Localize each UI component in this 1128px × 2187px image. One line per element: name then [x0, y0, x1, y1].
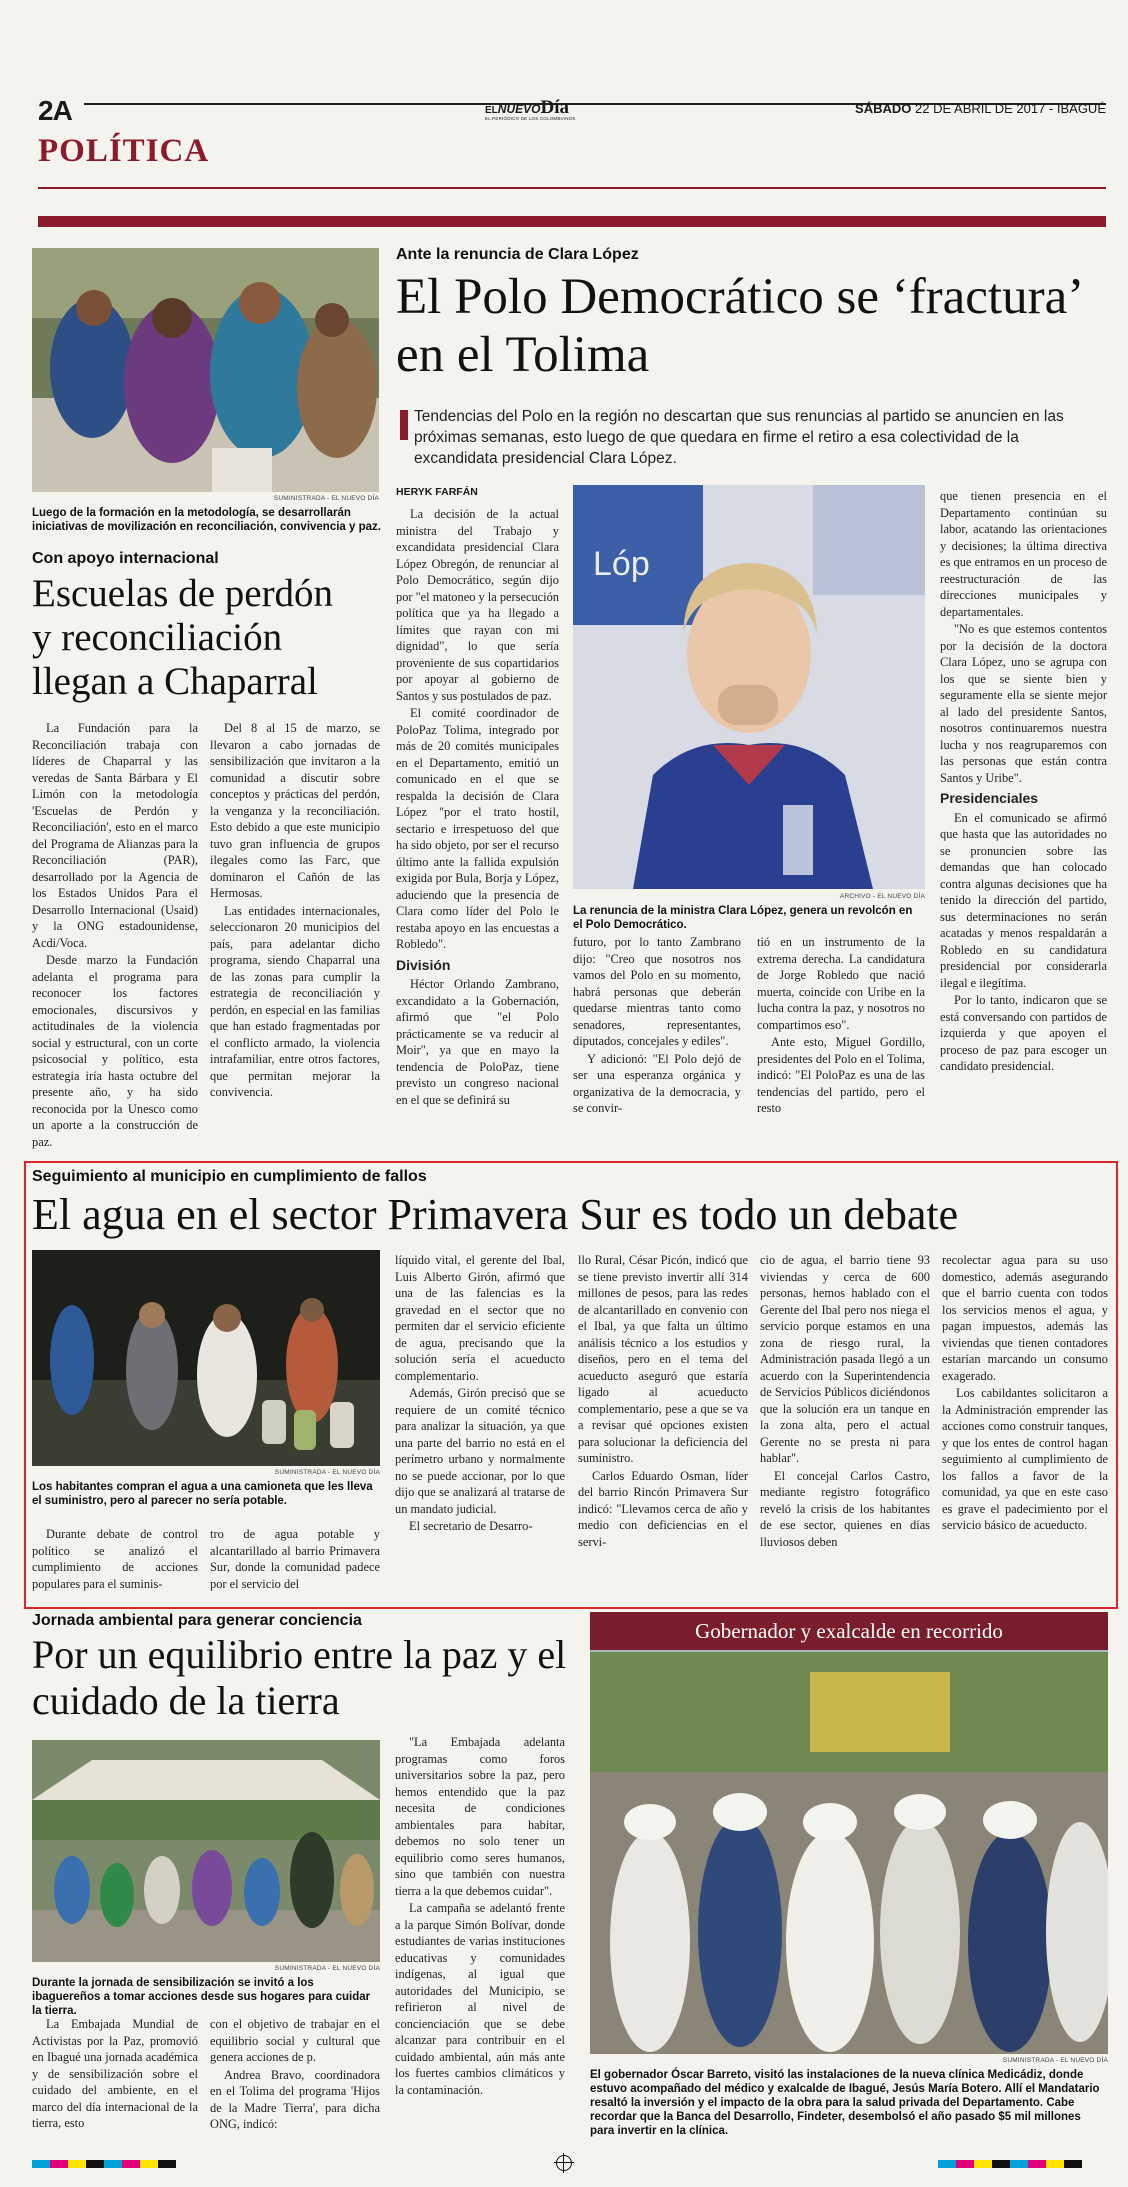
paragraph: La Fundación para la Reconciliación trabaja con líderes de Chaparral y las veredas de Santa Bárbara y El Limón con la metodología 'Escuelas de Perdón y Reconciliación', esto en el marco del Programa de Alianzas para la Reconciliación (PAR), desarrollado por la Agencia de los Estados Unidos Para el Desarrollo Internacional (Usaid) y la ONG estadounidense, Acdi/Voca. [32, 721, 198, 950]
agua-column-2 [395, 1252, 565, 1536]
print-color-bar-left [32, 2160, 176, 2168]
equilibrio-column-1 [32, 2016, 198, 2133]
polo-column-4 [940, 488, 1107, 1076]
training-photo-caption: Luego de la formación en la metodología, se desarrollarán iniciativas de movilización en reconciliación, convivencia y paz. [32, 507, 381, 533]
agua-kicker: Seguimiento al municipio en cumplimiento de fallos [32, 1168, 427, 1185]
subhead-presidenciales: Presidenciales [940, 790, 1039, 806]
paragraph: tro de agua potable y alcantarillado al barrio Primavera Sur, donde la comunidad padece por el servicio del [210, 1527, 380, 1591]
paragraph: En el comunicado se afirmó que hasta que las autoridades no se pronuncien sobre las demandas que han colocado contra algunas decisiones que ha tenido la dirección del partido, sus determinaciones no serán acatadas y menos respaldarán a Robledo en su candidatura presidencial por considerarla ilegal e ilegítima. [940, 810, 1107, 990]
paragraph: Andrea Bravo, coordinadora en el Tolima del programa 'Hijos de la Madre Tierra', para dicha ONG, indicó: [210, 2067, 380, 2131]
paragraph: El concejal Carlos Castro, mediante registro fotográfico reveló la crisis de los habitantes de ese sector, quienes en días lluviosos deben [760, 1468, 930, 1549]
paragraph: líquido vital, el gerente del Ibal, Luis Alberto Girón, afirmó que una de las falencias es la gravedad en el sector que no permiten dar el servicio eficiente de agua, precisando que la solución sería el acueducto complementario. [395, 1253, 565, 1383]
equilibrio-kicker: Jornada ambiental para generar conciencia [32, 1612, 362, 1629]
svg-text:Lóp: Lóp [593, 545, 650, 583]
paragraph: Desde marzo la Fundación adelanta el programa para reconocer los factores emocionales, discursivos y actitudinales de la violencia social y estructural, con un corte psicosocial y político, esta estrategia iría hasta octubre del presente año, y ha sido reconocida por la Unesco como un aporte a la construcción de paz. [32, 953, 198, 1149]
paragraph: que tienen presencia en el Departamento continúan su labor, acatando las orientaciones y decisiones; la última directiva es que entramos en un proceso de reestructuración de las direcciones municipales y departamentales. [940, 489, 1107, 619]
escuelas-headline: Escuelas de perdón y reconciliación llegan a Chaparral [32, 572, 334, 703]
paragraph: llo Rural, César Picón, indicó que se tiene previsto invertir allí 314 millones de pesos, para las redes de alcantarillado en convenio con el Ibal, ya que falta un último análisis técnico a los estudios y diseños, pero en el tema del acueducto aseguró que estaría ligado al acueducto complementario, pese a que se va a revisar qué opciones existen para solucionar la deficiencia del suministro. [578, 1253, 748, 1465]
paragraph: Y adicionó: "El Polo dejó de ser una esperanza orgánica y organizativa de la democracia, y se convir- [573, 1051, 741, 1115]
equilibrio-column-2 [210, 2016, 380, 2134]
escuelas-column-1 [32, 720, 198, 1151]
section-rule-thick [38, 216, 1106, 227]
paragraph: recolectar agua para su uso domestico, además asegurando que el barrio cuenta con todos los servicios menos el agua, y pagan impuestos, además las viviendas que tienen contadores estarían marcando un consumo exagerado. [942, 1253, 1108, 1383]
paragraph: El comité coordinador de PoloPaz Tolima, integrado por más de 20 comités municipales en el Departamento, emitió un comunicado en el que se respalda la decisión de Clara López "por el trato hostil, sectario e irrespetuoso del que ha sido objeto, por ser el recurso último ante la fallida expulsión exigida por Bula, Borja y López, aduciendo que la presencia de Clara como líder del Polo le restaba apoyo en las encuestas a Robledo". [396, 706, 559, 951]
print-color-bar-right [938, 2160, 1082, 2168]
paragraph: Del 8 al 15 de marzo, se llevaron a cabo jornadas de sensibilización que invitaron a la comunidad a discutir sobre conceptos y prácticas del perdón, la venganza y la reconciliación. Esto debido a que este municipio tuvo gran influencia de grupos ilegales como las Farc, que dominaron el Cañón de las Hermosas. [210, 721, 380, 900]
paragraph: futuro, por lo tanto Zambrano dijo: "Creo que nosotros nos vamos del Polo en su momento, habrá personas que deberán quedarse mientras tanto como senadores, representantes, diputados, concejales y ediles". [573, 935, 741, 1048]
water-truck-photo [32, 1250, 380, 1466]
clara-photo-caption: La renuncia de la ministra Clara López, genera un revolcón en el Polo Democrático. [573, 905, 913, 931]
polo-column-2 [573, 934, 741, 1118]
environment-event-photo [32, 1740, 380, 1962]
page-header [38, 95, 1106, 230]
escuelas-column-2 [210, 720, 380, 1102]
agua-column-1a [32, 1526, 198, 1593]
polo-kicker: Ante la renuncia de Clara López [396, 246, 639, 263]
subhead-division: División [396, 956, 451, 973]
paragraph: cio de agua, el barrio tiene 93 viviendas y cerca de 600 personas, hemos hablado con el Gerente del Ibal pero nos niega el servicio porque estamos en una zona de riesgo rural, la Administración pasada llegó a un acuerdo con la Superintendencia de Servicios Públicos diciéndonos que la solución era un tanque en la zona alta, pero el actual Gerente no se presta ni para hablar". [760, 1253, 930, 1465]
paragraph: El secretario de Desarro- [409, 1519, 533, 1533]
equilibrio-column-3 [395, 1734, 565, 2099]
section-title: POLÍTICA [38, 133, 210, 169]
agua-column-4 [760, 1252, 930, 1551]
paragraph: "La Embajada adelanta programas como foros universitarios sobre la paz, pero hemos entendido que la paz necesita de condiciones ambientales para habitar, debemos no solo tener un equilibrio como seres humanos, sino que también con nuestra tierra a la que debemos cuidar". [395, 1735, 565, 1898]
polo-headline: El Polo Democrático se ‘fractura’ en el Tolima [396, 269, 1081, 383]
clara-photo-credit: ARCHIVO - EL NUEVO DÍA [839, 893, 925, 900]
environment-photo-credit: SUMINISTRADA - EL NUEVO DÍA [274, 1965, 380, 1972]
paragraph: La Embajada Mundial de Activistas por la Paz, promovió en Ibagué una jornada académica y de sensibilización sobre el cuidado del ambiente, en el marco del día internacional de la tierra, esto [32, 2017, 198, 2130]
polo-lead-marker [400, 410, 408, 440]
water-photo-credit: SUMINISTRADA - EL NUEVO DÍA [274, 1469, 380, 1476]
polo-column-3 [757, 934, 925, 1118]
environment-photo-caption: Durante la jornada de sensibilización se invitó a los ibaguereños a tomar acciones desde sus hogares para cuidar la tierra. [32, 1977, 371, 2017]
print-crosshair-icon [556, 2155, 572, 2171]
paragraph: Además, Girón precisó que se requiere de un comité técnico para analizar la situación, ya que una parte del barrio no está en el perímetro urbano y normalmente no se puede accionar, por lo que dijo que se analizará al tratarse de un mandato judicial. [395, 1386, 565, 1516]
page-number: 2A [38, 95, 72, 126]
clara-lopez-photo [573, 485, 925, 889]
training-photo [32, 248, 379, 492]
paragraph: tió en un instrumento de la extrema derecha. La candidatura de Jorge Robledo que nació muerta, coincide con Uribe en la lucha contra la paz, y nosotros no compartimos eso". [757, 935, 925, 1032]
water-photo-caption: Los habitantes compran el agua a una camioneta que les lleva el suministro, pero al parecer no sería potable. [32, 1481, 373, 1507]
agua-headline: El agua en el sector Primavera Sur es todo un debate [32, 1190, 959, 1239]
paragraph: Carlos Eduardo Osman, líder del barrio Rincón Primavera Sur indicó: "Llevamos cerca de año y medio con deficiencias en el servi- [578, 1468, 748, 1549]
escuelas-kicker: Con apoyo internacional [32, 550, 219, 567]
governor-banner: Gobernador y exalcalde en recorrido [695, 1619, 1003, 1643]
polo-column-1 [396, 506, 559, 1109]
paragraph: Durante debate de control político se analizó el cumplimiento de acciones populares para el suminis- [32, 1527, 198, 1591]
paragraph: con el objetivo de trabajar en el equilibrio social y cultural que genera acciones de p. [210, 2017, 380, 2064]
governor-visit-photo [590, 1612, 1108, 2054]
polo-lead: Tendencias del Polo en la región no descartan que sus renuncias al partido se anuncien en las próximas semanas, esto luego de que quedara en firme el retiro a esa colectividad de la excandidata presidencial Clara López. [414, 408, 1064, 467]
paragraph: Por lo tanto, indicaron que se está conversando con partidos de izquierda y que apoyen el proceso de paz para escoger un candidato presidencial. [940, 993, 1107, 1073]
paragraph: La decisión de la actual ministra del Trabajo y excandidata presidencial Clara López Obregón, de renunciar al Polo Democrático, según dijo por "el matoneo y la persecución política que ya ha llegado a límites que rayan con mi dignidad", lo que sería proveniente de sus copartidarios por apoyar al gobierno de Santos y sus postulados de paz. [396, 507, 559, 703]
section-rule-thin [38, 187, 1106, 189]
agua-column-5 [942, 1252, 1108, 1535]
paragraph: Ante esto, Miguel Gordillo, presidentes del Polo en el Tolima, indicó: "El PoloPaz es una de las tendencias del partido, pero el resto [757, 1035, 925, 1115]
paragraph: "No es que estemos contentos por la decisión de la doctora Clara López, uno se agrupa con los que se siente bien y seguramente ella se siente mejor al lado del presidente Santos, nosotros continuaremos nuestra lucha y nos reagruparemos con las personas que están contra Santos y Uribe". [940, 622, 1107, 785]
paragraph: Los cabildantes solicitaron a la Administración emprender las acciones como construir tanques, y que los entes de control hagan seguimiento al cumplimiento de los fallos a favor de la comunidad, ya que en este caso es grave el padecimiento por el servicio básico de acueducto. [942, 1386, 1108, 1532]
paragraph: La campaña se adelantó frente a la parque Simón Bolívar, donde estudiantes de varias instituciones educativas y comunidades indígenas, al igual que autoridades del Municipio, se refirieron al nivel de concienciación que se debe alcanzar para contribuir en el cuidado ambiental, aún más ante los fuertes cambios climáticos y la contaminación. [395, 1901, 565, 2097]
agua-column-1b [210, 1526, 380, 1593]
governor-photo-caption: El gobernador Óscar Barreto, visitó las instalaciones de la nueva clínica Medicádiz, donde estuvo acompañado del médico y exalcalde de Ibagué, Jesús María Botero. Allí el Mandatario resaltó la inversión y el impacto de la obra para la salud privada del Departamento. Cabe recordar que la Banca del Desarrollo, Findeter, desembolsó el año pasado $5 mil millones para invertir en la clínica. [590, 2069, 1100, 2137]
paragraph: Las entidades internacionales, seleccionaron 20 municipios del país, para adelantar dicho programa, siendo Chaparral una de las zonas para cumplir la estrategia de reconciliación y perdón, en especial en las familias que han estado fragmentadas por el conflicto armado, la violencia intrafamiliar, entre otros factores, que permitan mejorar la convivencia. [210, 903, 380, 1099]
training-photo-credit: SUMINISTRADA - EL NUEVO DÍA [273, 495, 379, 502]
governor-photo-credit: SUMINISTRADA - EL NUEVO DÍA [1002, 2057, 1108, 2064]
issue-date: SÁBADO 22 DE ABRIL DE 2017 - IBAGUÉ [855, 101, 1106, 116]
polo-byline: HERYK FARFÁN [396, 486, 478, 498]
newspaper-logo: ELNUEVODía EL PERIÓDICO DE LOS COLOMBIANOS [485, 97, 576, 121]
paragraph: Héctor Orlando Zambrano, excandidato a la Gobernación, afirmó que "el Polo prácticamente se va reducir al Moir", ya que en mayo la tendencia de PoloPaz, tiene previsto un congreso nacional en el que se definirá su [396, 977, 559, 1107]
agua-column-3 [578, 1252, 748, 1551]
equilibrio-headline: Por un equilibrio entre la paz y el cuidado de la tierra [32, 1632, 567, 1723]
